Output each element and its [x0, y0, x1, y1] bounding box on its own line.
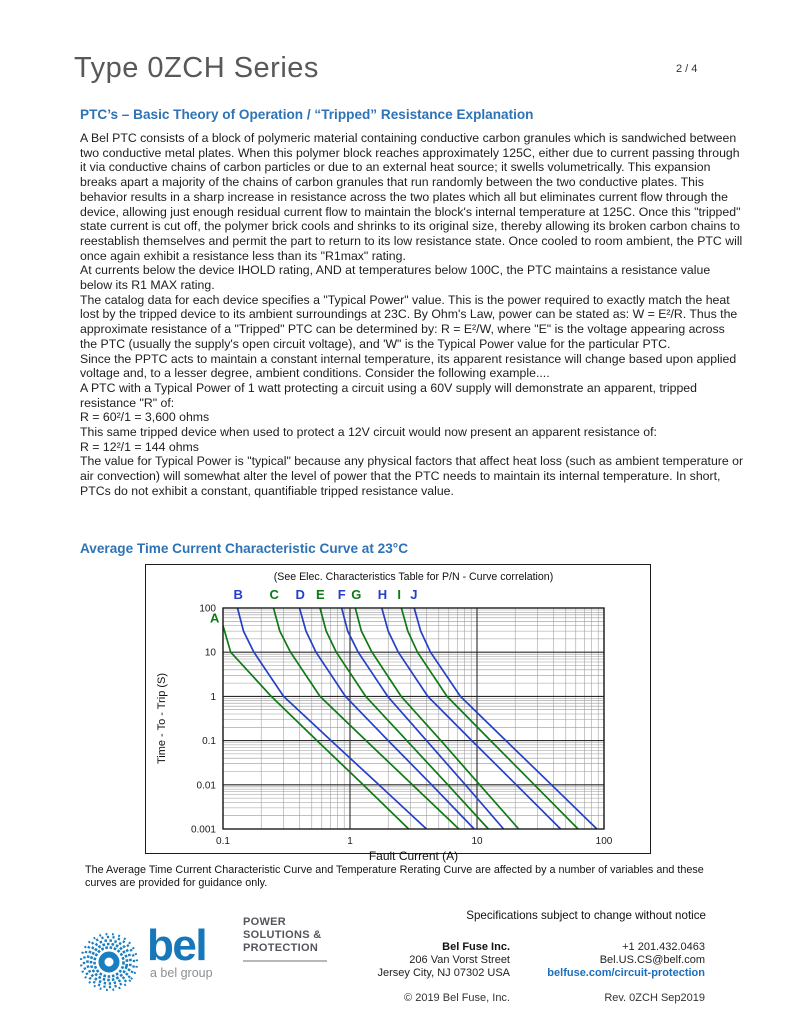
y-tick-label: 100 [199, 603, 216, 615]
section-heading-curve: Average Time Current Characteristic Curve at 23°C [80, 541, 409, 556]
y-tick-label: 1 [210, 691, 216, 703]
time-current-chart-svg [146, 565, 652, 863]
curve-label-C: C [269, 587, 279, 602]
y-tick-label: 0.1 [202, 736, 216, 748]
curve-G [355, 608, 518, 829]
x-axis-label: Fault Current (A) [368, 849, 459, 863]
curve-label-B: B [233, 587, 243, 602]
copyright-text: © 2019 Bel Fuse, Inc. [404, 991, 510, 1004]
x-tick-label: 10 [471, 836, 483, 847]
theory-paragraphs [80, 131, 744, 499]
revision-text: Rev. 0ZCH Sep2019 [604, 991, 705, 1004]
page-title: Type 0ZCH Series [74, 52, 319, 84]
time-current-chart [145, 564, 651, 863]
paragraph: At currents below the device IHOLD rating, AND at temperatures below 100C, the PTC maintains a resistance value below its R1 MAX rating. [80, 263, 711, 293]
curve-label-E: E [316, 587, 325, 602]
x-tick-label: 1 [347, 836, 353, 847]
website-link[interactable]: belfuse.com/circuit-protection [547, 967, 705, 980]
paragraph: R = 60²/1 = 3,600 ohms [80, 410, 210, 425]
tagline-line: SOLUTIONS & [243, 929, 322, 941]
company-name: Bel Fuse Inc. [442, 941, 510, 953]
curve-label-I: I [397, 587, 402, 602]
bel-logo-wordmark: bel [147, 921, 207, 970]
y-tick-label: 10 [204, 647, 216, 659]
paragraph: A Bel PTC consists of a block of polymeric material containing conductive carbon granules which is sandwiched between two conductive metal plates. When this polymer block reaches approximately 125C, either due to current passing through it via conductive chains of carbon particles or due to an external heat source; it swells volumetrically. This expansion breaks apart a majority of the chains of carbon granules that run randomly between the two conductive plates. This behavior results in a sharp increase in resistance across the two plates which all but eliminates current flow through the device, allowing just enough residual current flow to maintain the block's internal temperature at 125C. Once this "tripped" state current is cut off, the polymer brick cools and shrinks to its original size, thereby allowing its broken carbon chains to reestablish themselves and permit the part to return to its low resistance state. Once cooled to room ambient, the PTC will once again exhibit a resistance less than its "R1max" rating. [80, 131, 743, 263]
curve-label-D: D [295, 587, 305, 602]
logo-divider [243, 960, 327, 962]
specs-notice: Specifications subject to change without notice [466, 909, 706, 922]
paragraph: A PTC with a Typical Power of 1 watt protecting a circuit using a 60V supply will demonstrate an apparent, tripped resistance "R" of: [80, 380, 697, 410]
tagline-line: POWER [243, 916, 287, 928]
section-heading-theory: PTC’s – Basic Theory of Operation / “Tripped” Resistance Explanation [80, 107, 534, 122]
page-number: 2 / 4 [676, 63, 698, 75]
y-axis-label: Time - To - Trip (S) [156, 672, 168, 765]
y-tick-label: 0.01 [196, 780, 216, 792]
curve-label-F: F [337, 587, 346, 602]
paragraph: R = 12²/1 = 144 ohms [80, 439, 199, 454]
x-tick-label: 0.1 [216, 836, 230, 847]
phone-number: +1 201.432.0463 [622, 941, 705, 953]
company-address-line2: Jersey City, NJ 07302 USA [377, 967, 510, 980]
y-tick-label: 0.001 [190, 824, 216, 836]
curve-label-G: G [351, 587, 362, 602]
company-address-block [320, 941, 510, 1005]
curve-label-A: A [210, 610, 220, 626]
bel-group-subtext: a bel group [150, 966, 213, 980]
curve-label-J: J [410, 587, 418, 602]
curve-B [238, 608, 427, 829]
bel-globe-icon [79, 932, 139, 992]
curve-E [320, 608, 488, 829]
paragraph: Since the PPTC acts to maintain a constant internal temperature, its apparent resistance will change based upon applied voltage and, to a lesser degree, ambient conditions. Consider the following example.... [80, 351, 737, 381]
guidance-note: The Average Time Current Characteristic Curve and Temperature Rerating Curve are affected by a number of variables and these curves are provided for guidance only. [85, 864, 704, 889]
chart-title: (See Elec. Characteristics Table for P/N - Curve correlation) [273, 571, 554, 583]
paragraph: This same tripped device when used to protect a 12V circuit would now present an apparent resistance of: [80, 425, 657, 440]
email-address: Bel.US.CS@belf.com [599, 954, 705, 967]
x-tick-label: 100 [595, 836, 613, 847]
tagline-line: PROTECTION [243, 942, 319, 954]
paragraph: The value for Typical Power is "typical" because any physical factors that affect heat loss (such as ambient temperature or air convection) will somewhat alter the level of power that the PTC needs to maintain its internal temperature. In short, PTCs do not exhibit a constant, quantifiable tripped resistance value. [80, 454, 744, 498]
curve-label-H: H [377, 587, 388, 602]
contact-block [515, 941, 705, 1005]
paragraph: The catalog data for each device specifies a "Typical Power" value. This is the power required to exactly match the heat lost by the tripped device to its ambient surroundings at 23C. By Ohm's Law, power can be stated as: W = E²/R. Thus the approximate resistance of a "Tripped" PTC can be determined by: R = E²/W, where "E" is the voltage appearing across the PTC (usually the supply's open circuit voltage), and 'W" is the Typical Power value for the particular PTC. [80, 292, 738, 351]
company-address-line1: 206 Van Vorst Street [409, 954, 510, 967]
